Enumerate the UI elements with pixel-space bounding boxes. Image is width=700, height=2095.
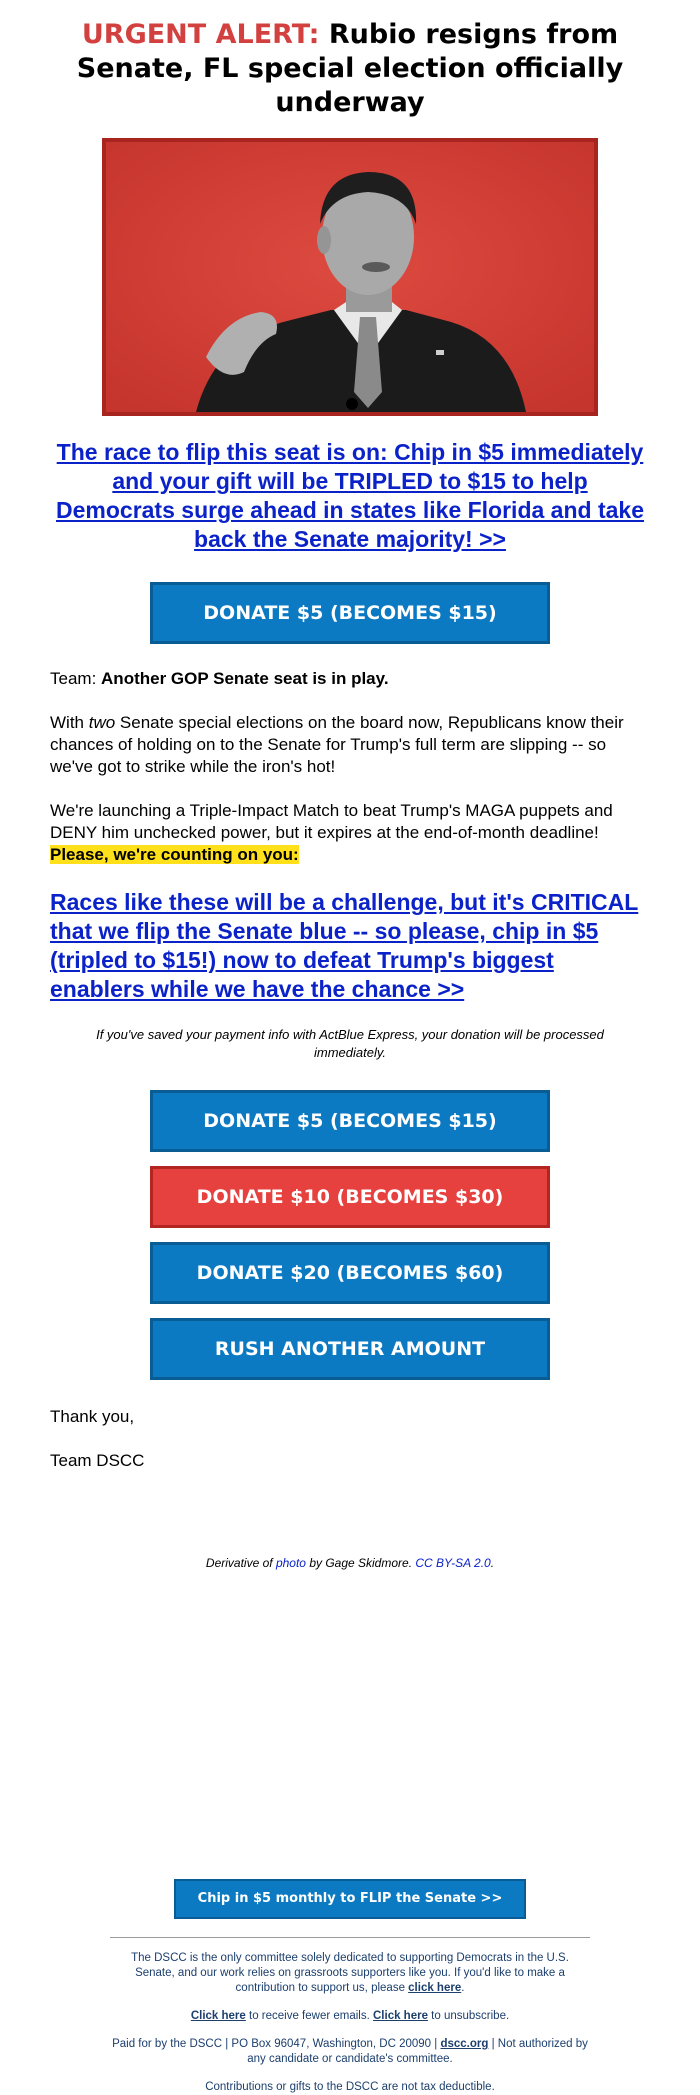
- fewer-emails-link[interactable]: Click here: [190, 2010, 246, 2022]
- p2-pre: With: [50, 713, 89, 732]
- footer-about-end: .: [461, 1982, 465, 1994]
- paragraph-two: [50, 712, 650, 778]
- actblue-note: If you've saved your payment info with ActBlue Express, your donation will be processed immediately.: [96, 1027, 604, 1060]
- paid-for-disclaimer: | Not authorized by any candidate or candidate's committee.: [247, 2038, 588, 2065]
- greeting-bold: Another GOP Senate seat is in play.: [101, 669, 389, 688]
- photo-credit: [0, 1556, 700, 1570]
- thanks: Thank you,: [50, 1407, 135, 1426]
- credit-middle: by Gage Skidmore.: [305, 1556, 416, 1570]
- lead-donate-link[interactable]: The race to flip this seat is on: Chip in $5 immediately and your gift will be TRIPLED to $15 to help Democrats surge ahead in states like Florida and take back the Senate majority! >>: [56, 439, 644, 552]
- credit-prefix: Derivative of: [205, 1556, 276, 1570]
- headline-text: Rubio resigns from Senate, FL special election officially underway: [76, 19, 624, 118]
- signature: Team DSCC: [50, 1451, 145, 1470]
- p2-post: Senate special elections on the board now, Republicans know their chances of holding on to the Senate for Trump's full term are slipping -- so we've got to strike while the iron's hot!: [50, 713, 624, 776]
- donate-5-button[interactable]: DONATE $5 (BECOMES $15): [150, 1090, 550, 1152]
- greeting-prefix: Team:: [50, 669, 102, 688]
- paid-for-text: Paid for by the DSCC | PO Box 96047, Washington, DC 20090 |: [112, 2038, 441, 2050]
- paragraph-three: [50, 800, 650, 866]
- footer-prefs-mid: to receive fewer emails.: [245, 2010, 373, 2022]
- greeting: [50, 668, 650, 690]
- footer-about-text: The DSCC is the only committee solely dedicated to supporting Democrats in the U.S. Senate, and our work relies on grassroots supporters like you. If you'd like to make a contribution to support us, please: [131, 1952, 569, 1994]
- footer-paid-for: [110, 2037, 590, 2067]
- p2-emphasis: two: [88, 713, 116, 732]
- photo-source-link[interactable]: photo: [275, 1556, 306, 1570]
- footer-prefs-end: to unsubscribe.: [427, 2010, 510, 2022]
- unsubscribe-link[interactable]: Click here: [373, 2010, 428, 2022]
- critical-donate-link[interactable]: Races like these will be a challenge, but it's CRITICAL that we flip the Senate blue -- so please, chip in $5 (tripled to $15!) now to defeat Trump's biggest enablers while we have the chance >>: [50, 889, 639, 1002]
- rush-another-amount-button[interactable]: RUSH ANOTHER AMOUNT: [150, 1318, 550, 1380]
- rubio-photo[interactable]: [102, 138, 598, 416]
- license-link[interactable]: CC BY-SA 2.0: [415, 1556, 491, 1570]
- headline-urgent: URGENT ALERT:: [81, 19, 320, 50]
- contribute-link[interactable]: click here: [408, 1982, 462, 1994]
- donate-10-button[interactable]: DONATE $10 (BECOMES $30): [150, 1166, 550, 1228]
- dscc-site-link[interactable]: dscc.org: [440, 2038, 489, 2050]
- footer-tax-note: Contributions or gifts to the DSCC are not tax deductible.: [205, 2081, 495, 2093]
- p3-highlight: Please, we're counting on you:: [50, 845, 299, 864]
- headline: [40, 18, 660, 120]
- p3-text: We're launching a Triple-Impact Match to beat Trump's MAGA puppets and DENY him unchecked power, but it expires at the end-of-month deadline!: [50, 801, 613, 842]
- photo-illustration: [106, 142, 594, 412]
- donate-20-button[interactable]: DONATE $20 (BECOMES $60): [150, 1242, 550, 1304]
- footer-about: [110, 1951, 590, 1996]
- donate-5-button-top[interactable]: DONATE $5 (BECOMES $15): [150, 582, 550, 644]
- monthly-donate-button[interactable]: Chip in $5 monthly to FLIP the Senate >>: [174, 1879, 526, 1919]
- footer-email-prefs: [110, 2009, 590, 2024]
- credit-suffix: .: [490, 1556, 495, 1570]
